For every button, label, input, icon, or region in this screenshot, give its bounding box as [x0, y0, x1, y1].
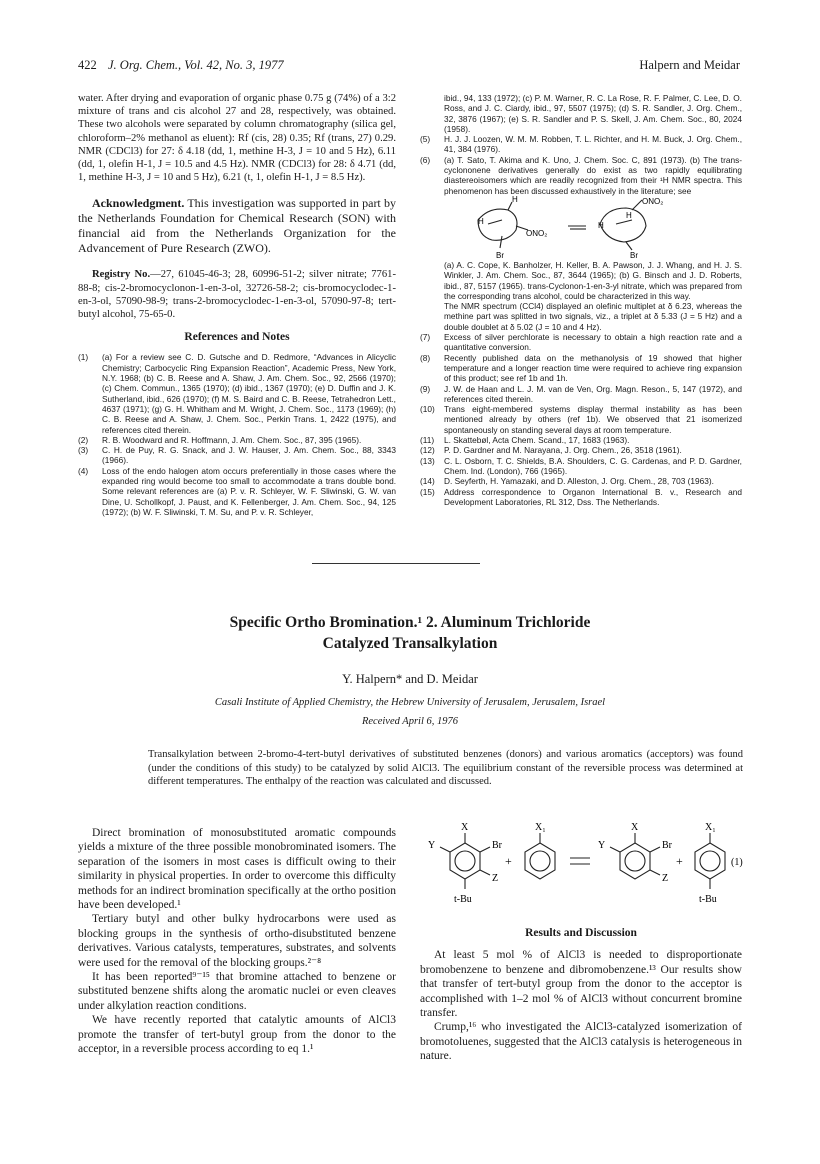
reference-text: Excess of silver perchlorate is necessary to obtain a high reaction rate and a quantitative conversion.	[444, 332, 742, 353]
reference-number: (9)	[420, 383, 431, 394]
reference-item	[420, 384, 742, 405]
scheme-br-left: Br	[492, 840, 502, 851]
reference-text: The NMR spectrum (CCl4) displayed an olefinic multiplet at δ 6.23, whereas the methine part was splitted in two signals, viz., a triplet at δ 5.33 (J = 5 Hz) and a double doublet at δ 5.02 (J = 10 and 4 Hz).	[444, 301, 742, 332]
reference-item	[420, 404, 742, 435]
results-section	[420, 926, 742, 1064]
body-paragraph-4: We have recently reported that catalytic amounts of AlCl3 promote the transfer of tert-butyl group from the donor to the acceptor, in a reversible process according to eq 1.¹	[78, 1014, 396, 1056]
reference-number: (2)	[78, 434, 89, 445]
equation-number: (1)	[731, 857, 743, 868]
left-column-top	[78, 92, 396, 517]
struct-h-left: H	[478, 216, 484, 226]
scheme-tbu-left: t-Bu	[454, 894, 472, 905]
references-left	[78, 352, 396, 517]
reference-item	[78, 466, 396, 517]
reference-text: L. Skattebøl, Acta Chem. Scand., 17, 1683 (1963).	[444, 435, 630, 446]
reference-text: Trans eight-membered systems display thermal instability as has been mentioned already by others (ref 1b). We observed that 21 isomerized spontaneously on standing several days at room temperature.	[444, 404, 742, 435]
scheme-x-right: X	[631, 822, 639, 833]
references-heading: References and Notes	[184, 331, 290, 344]
struct-br-left: Br	[496, 250, 504, 260]
reference-text: Address correspondence to Organon International B. v., Research and Development Laboratories, RL 312, Dss. The Netherlands.	[444, 486, 742, 507]
article-title-line-2: Catalyzed Transalkylation	[322, 635, 498, 652]
reference-item	[420, 93, 742, 134]
section-divider	[312, 563, 480, 564]
scheme-plus-2: +	[676, 854, 683, 868]
affiliation: Casali Institute of Applied Chemistry, the Hebrew University of Jerusalem, Jerusalem, Israel	[214, 697, 606, 708]
body-left-column	[78, 826, 396, 1057]
reference-number	[420, 260, 444, 301]
reference-text: D. Seyferth, H. Yamazaki, and D. Alleston, J. Org. Chem., 28, 703 (1963).	[444, 476, 714, 487]
cyclononene-nitrate-diagram	[420, 196, 742, 260]
scheme-z-right: Z	[662, 873, 669, 884]
reference-number: (3)	[78, 445, 89, 456]
registry-label: Registry No.	[92, 269, 151, 281]
reference-item	[420, 435, 742, 445]
reference-number	[420, 301, 444, 332]
results-paragraph-1: At least 5 mol % of AlCl3 is needed to disproportionate bromobenzene to benzene and dibromobenzene.¹³ Our results show that transfer of tert-butyl group from the donor to the acceptor is accomplished with 1–2 mol % of AlCl3 without concurrent bromine transfer.	[420, 949, 742, 1020]
struct-h-top: H	[512, 195, 518, 204]
reference-text: Recently published data on the methanolysis of 19 showed that higher temperature and a longer reaction time were required to achieve ring expansion of this product; see ref 1b and 1h.	[444, 352, 742, 384]
reference-number: (8)	[420, 352, 431, 363]
article-title	[0, 612, 820, 654]
reference-number: (10)	[420, 404, 435, 415]
reference-number: (14)	[420, 476, 435, 487]
scheme-y-left: Y	[428, 840, 436, 851]
reference-number: (1)	[78, 352, 89, 363]
page-number: 422	[78, 58, 97, 72]
references-right-bottom	[420, 260, 742, 507]
scheme-plus-1: +	[505, 854, 512, 868]
body-paragraph-1: Direct bromination of monosubstituted aromatic compounds yields a mixture of the three possible monobrominated isomers. The separation of the isomers in most cases is difficult owing to their similarity in physical properties. In order to overcome this difficulty methods for an indirect bromination specifically at the ortho position have been developed.¹	[78, 827, 396, 912]
scheme-br-right: Br	[662, 840, 672, 851]
results-heading: Results and Discussion	[525, 927, 637, 939]
reference-item	[420, 456, 742, 477]
reference-number: (7)	[420, 332, 431, 343]
reference-item	[420, 476, 742, 486]
acknowledgment-text: This investigation was supported in part by the Netherlands Foundation for Chemical Research (SON) with financial aid from the Netherlands Organization for the Advancement of Pure Research (ZWO).	[78, 196, 396, 256]
body-paragraph-3: It has been reported⁹⁻¹⁵ that bromine attached to benzene or substituted benzene shifts along the aromatic nuclei or even cleaves under alkylation reaction conditions.	[78, 971, 396, 1012]
reference-text: Loss of the endo halogen atom occurs preferentially in those cases where the expanded ring would become too small to accommodate a trans double bond. Some relevant references are (a) P. v. R. Schleyer, W. F. Sliwinski, G. W. van Dine, U. Schollkopf, J. Paust, and K. Fellenberger, J. Am. Chem. Soc., 94, 125 (1972); (b) W. F. Sliwinski, T. M. Su, and P. v. R. Schleyer,	[102, 465, 396, 517]
reference-text: P. D. Gardner and M. Narayana, J. Org. Chem., 26, 3518 (1961).	[444, 445, 682, 456]
struct-ono2-left: ONO₂	[526, 228, 548, 238]
reference-item	[78, 352, 396, 434]
reference-item	[420, 155, 742, 196]
reference-number	[420, 93, 444, 134]
reference-item	[420, 134, 742, 155]
reference-number: (12)	[420, 445, 435, 456]
scheme-x1-left: X₁	[535, 822, 546, 833]
scheme-y-right: Y	[598, 840, 606, 851]
reference-text: J. W. de Haan and L. J. M. van de Ven, Org. Magn. Reson., 5, 147 (1972), and references cited therein.	[444, 383, 742, 404]
registry-numbers	[78, 268, 396, 321]
reference-number: (13)	[420, 455, 435, 466]
experimental-text: water. After drying and evaporation of organic phase 0.75 g (74%) of a 3:2 mixture of trans and cis alcohol 27 and 28, respectively, was obtained. These two alcohols were separated by column chromatography (silica gel, chloroform–2% methanol as eluent): Rf (cis, 28) 0.35; Rf (trans, 27) 0.29. NMR (CDCl3) for 27: δ 4.18 (dd, 1, methine H-3, J = 10 and 5 Hz), 6.11 (dd, 1, olefin H-1, J = 10.5 and 4.5 Hz). NMR (CDCl3) for 28: δ 4.71 (dd, 1, methine H-3, J = 10 and 5 Hz), 6.21 (t, 1, olefin H-1, J = 8.5 Hz).	[78, 93, 396, 184]
registry-text: —27, 61045-46-3; 28, 60996-51-2; silver nitrate; 7761-88-8; cis-2-bromocyclonon-1-en-3-ol, 32726-58-2; cis-bromocyclodec-1-en-3-ol, 57090-98-9; trans-2-bromocyclodec-1-en-3-ol, 57090-97-8; tert-butyl alcohol, 75-65-0.	[78, 269, 396, 321]
equation-1-scheme	[420, 818, 750, 910]
nitrate-structures	[420, 196, 742, 260]
reference-text: R. B. Woodward and R. Hoffmann, J. Am. Chem. Soc., 87, 395 (1965).	[102, 434, 362, 445]
reference-item	[78, 435, 396, 445]
scheme-x-left: X	[461, 822, 469, 833]
reference-number: (5)	[420, 134, 431, 145]
struct-h-right: H	[598, 220, 604, 230]
reference-text: (a) A. C. Cope, K. Banholzer, H. Keller, B. A. Pawson, J. J. Whang, and H. J. S. Winkler, J. Am. Chem. Soc., 87, 3644 (1965); (b) G. Binsch and J. D. Roberts, ibid., 87, 5157 (1965). trans-Cyclonon-1-en-3-yl nitrate, which was prepared from the corresponding trans alcohol, could be characterized in this way.	[444, 259, 742, 301]
reference-text: C. H. de Puy, R. G. Snack, and J. W. Hauser, J. Am. Chem. Soc., 88, 3343 (1966).	[102, 445, 396, 466]
reference-item	[420, 353, 742, 384]
struct-br-right: Br	[630, 250, 638, 260]
reference-item	[78, 445, 396, 466]
struct-ono2-right: ONO₂	[642, 196, 664, 206]
authors: Y. Halpern* and D. Meidar	[342, 672, 478, 686]
reference-number: (11)	[420, 435, 435, 446]
scheme-x1-right: X₁	[705, 822, 716, 833]
received-date: Received April 6, 1976	[361, 716, 459, 727]
acknowledgment-label: Acknowledgment.	[92, 196, 185, 211]
scheme-z-left: Z	[492, 873, 499, 884]
reference-text: (a) For a review see C. D. Gutsche and D. Redmore, “Advances in Alicyclic Chemistry; Carbocyclic Ring Expansion Reaction”, Academic Press, New York, N.Y. 1968; (b) C. B. Reese and A. Shaw, J. Am. Chem. Soc., 92, 2566 (1970); (c) Chem. Commun., 1365 (1970); (d) ibid., 1367 (1970); (e) D. Duffin and J. K. Sutherland, ibid., 626 (1970); (f) M. S. Baird and C. B. Reese, Tetrahedron Lett., 4637 (1971); (g) G. H. Whitham and M. Wright, J. Chem. Soc., 1173 (1969); (h) C. B. Reese and A. Shaw, J. Chem. Soc., Perkin Trans. 1, 2422 (1975), and references cited therein.	[102, 352, 396, 435]
reference-text: H. J. J. Loozen, W. M. M. Robben, T. L. Richter, and H. M. Buck, J. Org. Chem., 41, 384 (1976).	[444, 134, 742, 155]
struct-h-right-top: H	[626, 210, 632, 220]
abstract: Transalkylation between 2-bromo-4-tert-butyl derivatives of substituted benzenes (donors) and various aromatics (acceptors) was found (under the conditions of this study) to be catalyzed by solid AlCl3. The equilibrium constant of the reversible process was determined at different temperatures. The enthalpy of the reaction was calculated and discussed.	[148, 749, 743, 787]
right-column-top	[420, 93, 742, 507]
reference-number: (15)	[420, 486, 435, 497]
reference-item	[420, 301, 742, 332]
reference-text: C. L. Osborn, T. C. Shields, B.A. Shoulders, C. G. Cardenas, and P. D. Gardner, Chem. Ind. (London), 766 (1965).	[444, 455, 742, 476]
reference-item	[420, 260, 742, 301]
running-head: Halpern and Meidar	[639, 58, 740, 72]
results-paragraph-2: Crump,¹⁶ who investigated the AlCl3-catalyzed isomerization of bromotoluenes, suggested that the AlCl3 catalysis is heterogeneous in nature.	[420, 1021, 742, 1063]
reference-text: ibid., 94, 133 (1972); (c) P. M. Warner, R. C. La Rose, R. F. Palmer, C. Lee, D. O. Ross, and J. C. Ciardy, ibid., 97, 5507 (1975); (d) S. R. Sandler, J. Org. Chem., 32, 3876 (1967); (e) S. R. Sandler and P. S. Skell, J. Am. Chem. Soc., 80, 2024 (1958).	[444, 93, 742, 134]
body-paragraph-2: Tertiary butyl and other bulky hydrocarbons were used as blocking groups in the synthesis of ortho-disubstituted benzene derivatives. Various catalysts, temperatures, substrates, and solvents were used for the removal of the blocking groups.²⁻⁸	[78, 913, 396, 969]
reference-item	[420, 445, 742, 455]
reference-text: (a) T. Sato, T. Akima and K. Uno, J. Chem. Soc. C, 891 (1973). (b) The trans-cyclononene derivatives generally do exist as two rapidly equilibrating diastereoisomers which are readily recognized from their ¹H NMR spectra. This phenomenon has been discussed exhaustively in the literature; see	[444, 154, 742, 196]
acknowledgment	[78, 196, 396, 256]
references-right-top	[420, 93, 742, 196]
reference-item	[420, 332, 742, 353]
article-title-line-1: Specific Ortho Bromination.¹ 2. Aluminum Trichloride	[229, 614, 591, 631]
scheme-tbu-right: t-Bu	[699, 894, 717, 905]
reference-number: (4)	[78, 465, 89, 476]
reference-number: (6)	[420, 154, 431, 165]
journal-citation: J. Org. Chem., Vol. 42, No. 3, 1977	[108, 58, 284, 72]
reference-item	[420, 487, 742, 508]
